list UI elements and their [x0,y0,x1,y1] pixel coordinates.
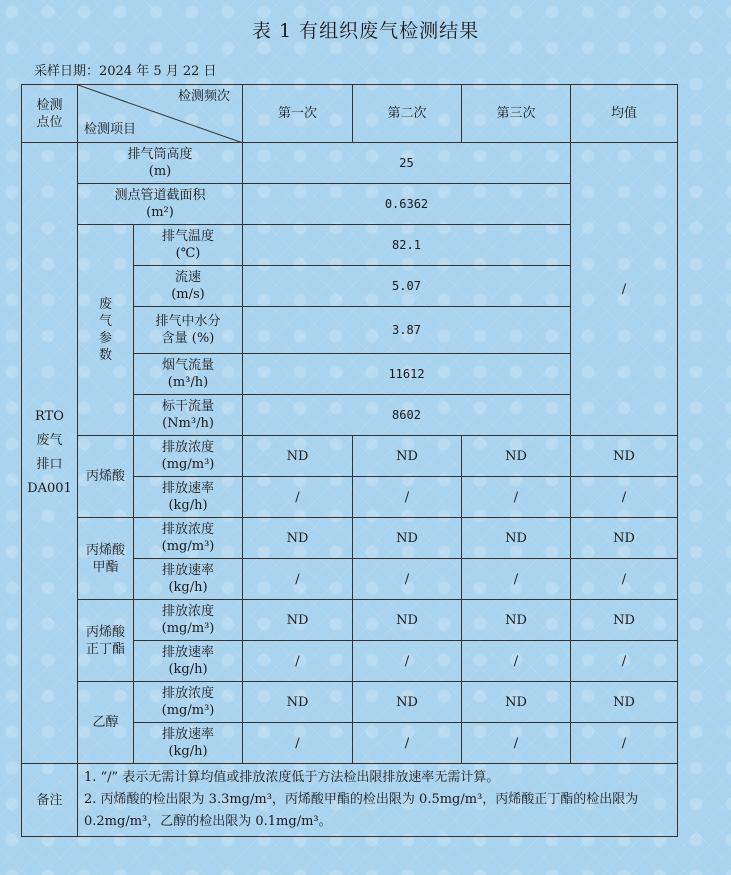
rate-value: / [243,723,353,764]
rate-value: / [243,477,353,518]
pollutant-name: 丙烯酸 正丁酯 [78,600,134,682]
pollutant-conc-row [22,436,678,477]
col-second: 第二次 [353,85,462,143]
col-first: 第一次 [243,85,353,143]
conc-value: ND [243,682,353,723]
diag-item-label: 检测项目 [84,122,137,137]
rate-value: / [462,641,571,682]
rate-value: / [571,641,678,682]
conc-label: 排放浓度 (mg/m³) [134,518,243,559]
diag-frequency-label: 检测频次 [177,89,230,104]
conc-value: ND [243,518,353,559]
param-mean: / [571,143,678,436]
rate-value: / [571,559,678,600]
gas-group-label: 废 气 参 数 [78,225,134,436]
gas-label: 标干流量 (Nm³/h) [134,395,243,436]
stack-height-row [22,143,678,184]
gas-label: 流速 (m/s) [134,266,243,307]
section-area-value: 0.6362 [243,184,571,225]
conc-value: ND [243,600,353,641]
rate-value: / [571,477,678,518]
notes-text [78,764,678,837]
pollutant-name: 丙烯酸 [78,436,134,518]
pollutant-name: 丙烯酸 甲酯 [78,518,134,600]
rate-value: / [462,559,571,600]
conc-value: ND [353,682,462,723]
pollutant-conc-row [22,518,678,559]
conc-value: ND [462,600,571,641]
conc-value: ND [353,436,462,477]
section-area-label: 测点管道截面积 (m²) [78,184,243,225]
sample-date: 采样日期：2024 年 5 月 22 日 [34,64,217,79]
gas-label: 烟气流量 (m³/h) [134,354,243,395]
notes-row [22,764,678,837]
header-site: 检测 点位 [22,85,78,143]
rate-value: / [353,723,462,764]
table-title: 表 1 有组织废气检测结果 [251,20,480,42]
site-cell: RTO 废气 排口 DA001 [22,143,78,764]
conc-label: 排放浓度 (mg/m³) [134,436,243,477]
conc-value: ND [462,436,571,477]
results-table [21,84,678,837]
gas-value: 3.87 [243,307,571,354]
rate-value: / [243,641,353,682]
rate-label: 排放速率 (kg/h) [134,559,243,600]
rate-label: 排放速率 (kg/h) [134,723,243,764]
rate-value: / [243,559,353,600]
rate-value: / [571,723,678,764]
gas-label: 排气中水分 含量 (%) [134,307,243,354]
conc-label: 排放浓度 (mg/m³) [134,682,243,723]
rate-label: 排放速率 (kg/h) [134,477,243,518]
pollutant-conc-row [22,682,678,723]
header-diagonal [78,85,243,143]
gas-label: 排气温度 (℃) [134,225,243,266]
note-line-2: 2. 丙烯酸的检出限为 3.3mg/m³，丙烯酸甲酯的检出限为 0.5mg/m³，丙烯酸正丁酯的检出限为 0.2mg/m³，乙醇的检出限为 0.1mg/m³。 [84,792,639,829]
conc-value: ND [571,600,678,641]
conc-value: ND [462,518,571,559]
conc-value: ND [571,518,678,559]
conc-value: ND [243,436,353,477]
rate-label: 排放速率 (kg/h) [134,641,243,682]
gas-value: 82.1 [243,225,571,266]
conc-value: ND [353,600,462,641]
col-third: 第三次 [462,85,571,143]
rate-value: / [462,477,571,518]
pollutant-conc-row [22,600,678,641]
rate-value: / [353,477,462,518]
conc-value: ND [462,682,571,723]
note-line-1: 1. “/” 表示无需计算均值或排放浓度低于方法检出限排放速率无需计算。 [84,770,500,785]
stack-height-label: 排气筒高度 (m) [78,143,243,184]
rate-value: / [462,723,571,764]
rate-value: / [353,641,462,682]
header-row [22,85,678,143]
conc-label: 排放浓度 (mg/m³) [134,600,243,641]
conc-value: ND [571,682,678,723]
gas-value: 11612 [243,354,571,395]
col-mean: 均值 [571,85,678,143]
pollutant-name: 乙醇 [78,682,134,764]
rate-value: / [353,559,462,600]
notes-label: 备注 [22,764,78,837]
gas-value: 5.07 [243,266,571,307]
conc-value: ND [571,436,678,477]
gas-value: 8602 [243,395,571,436]
conc-value: ND [353,518,462,559]
stack-height-value: 25 [243,143,571,184]
